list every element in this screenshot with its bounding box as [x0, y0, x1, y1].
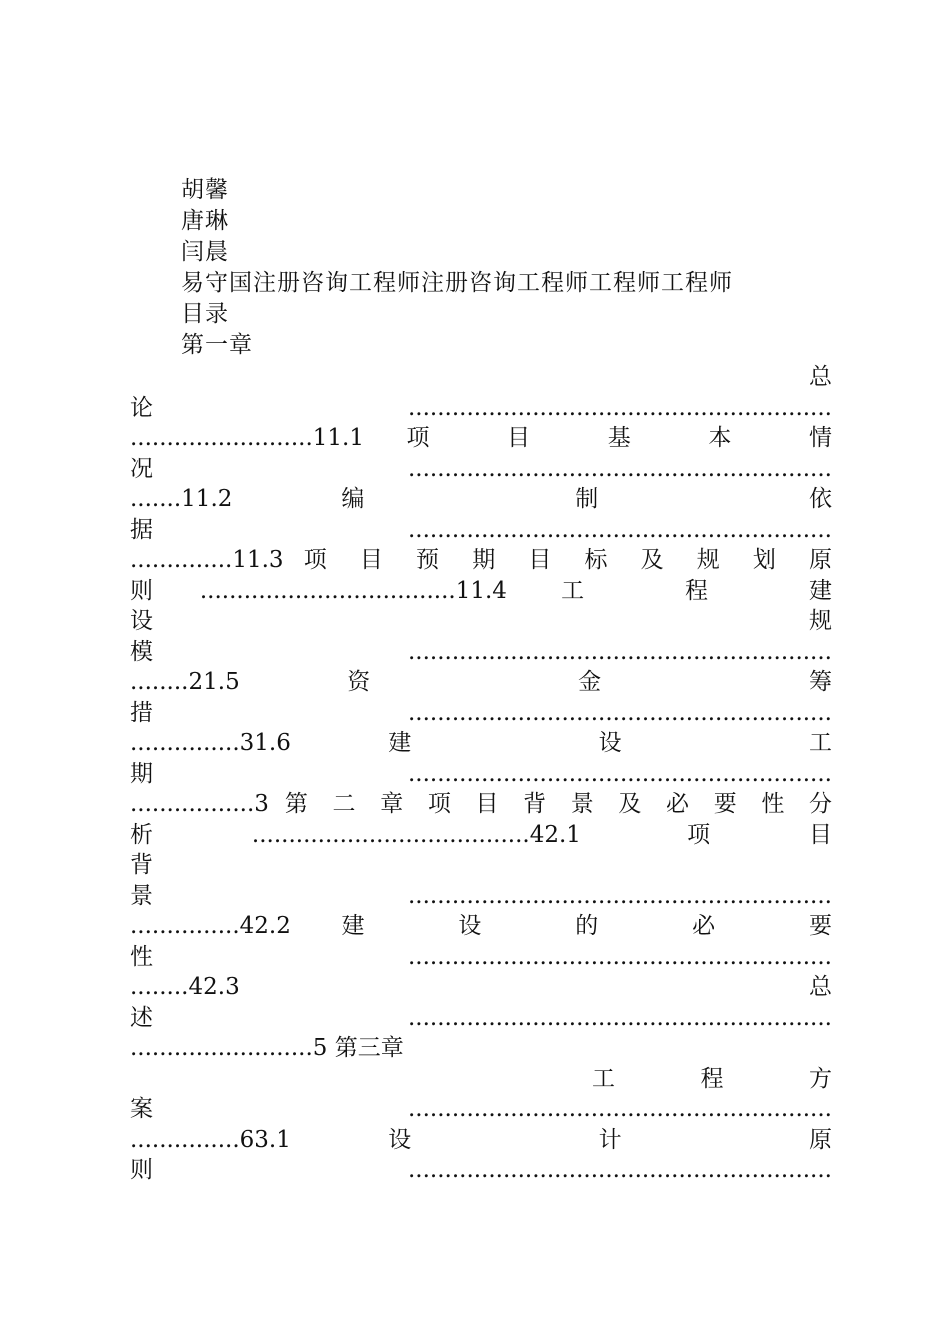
toc-line: 性.......................................................... — [130, 943, 832, 970]
author-block — [181, 175, 733, 361]
toc-line: ........21.5 资 金 筹 — [130, 669, 832, 695]
toc-line: 模.......................................................... — [130, 638, 832, 665]
toc-line: ........42.3 总 — [130, 974, 832, 1000]
toc-line: .................3 第 二 章 项 目 背 景 及 必 要 性 分 — [130, 791, 832, 817]
toc-line: ...............31.6 建 设 工 — [130, 730, 832, 756]
toc-line: 背 — [130, 852, 153, 878]
toc-line: 论.......................................................... — [130, 394, 832, 421]
toc-line: 期.......................................................... — [130, 760, 832, 787]
toc-line: 述.......................................................... — [130, 1004, 832, 1031]
toc-line: 案.......................................................... — [130, 1096, 832, 1122]
toc-line: ...............63.1 设 计 原 — [130, 1126, 832, 1153]
toc-heading: 目录 — [181, 301, 229, 327]
chapter-heading: 第一章 — [181, 332, 253, 358]
toc-line: 则...................................11.4 工 程 建 — [130, 577, 832, 604]
toc-line: 则.......................................................... — [130, 1157, 832, 1183]
toc-line: .......11.2 编 制 依 — [130, 486, 832, 512]
toc-line: 况.......................................................... — [130, 455, 832, 482]
toc-line: 设 规 — [130, 608, 832, 634]
toc-line: 工 程 方 — [592, 1065, 832, 1092]
toc-line: 景.......................................................... — [130, 882, 832, 909]
author-name: 唐琳 — [181, 208, 229, 234]
toc-line: 总 — [809, 364, 832, 390]
table-of-contents — [130, 362, 832, 1186]
toc-line: 措.......................................................... — [130, 699, 832, 726]
toc-line: ...............42.2 建 设 的 必 要 — [130, 913, 832, 939]
toc-line: 析......................................42.1 项目 — [130, 821, 832, 848]
toc-line: .........................11.1 项 目 基 本 情 — [130, 425, 832, 451]
author-name: 闫晨 — [181, 239, 229, 265]
author-name: 胡馨 — [181, 177, 229, 203]
toc-line: .........................5 第三章 — [130, 1035, 404, 1061]
toc-line: 据.......................................................... — [130, 516, 832, 543]
author-name: 易守国注册咨询工程师注册咨询工程师工程师工程师 — [181, 270, 733, 296]
toc-line: ..............11.3 项 目 预 期 目 标 及 规 划 原 — [130, 547, 832, 573]
